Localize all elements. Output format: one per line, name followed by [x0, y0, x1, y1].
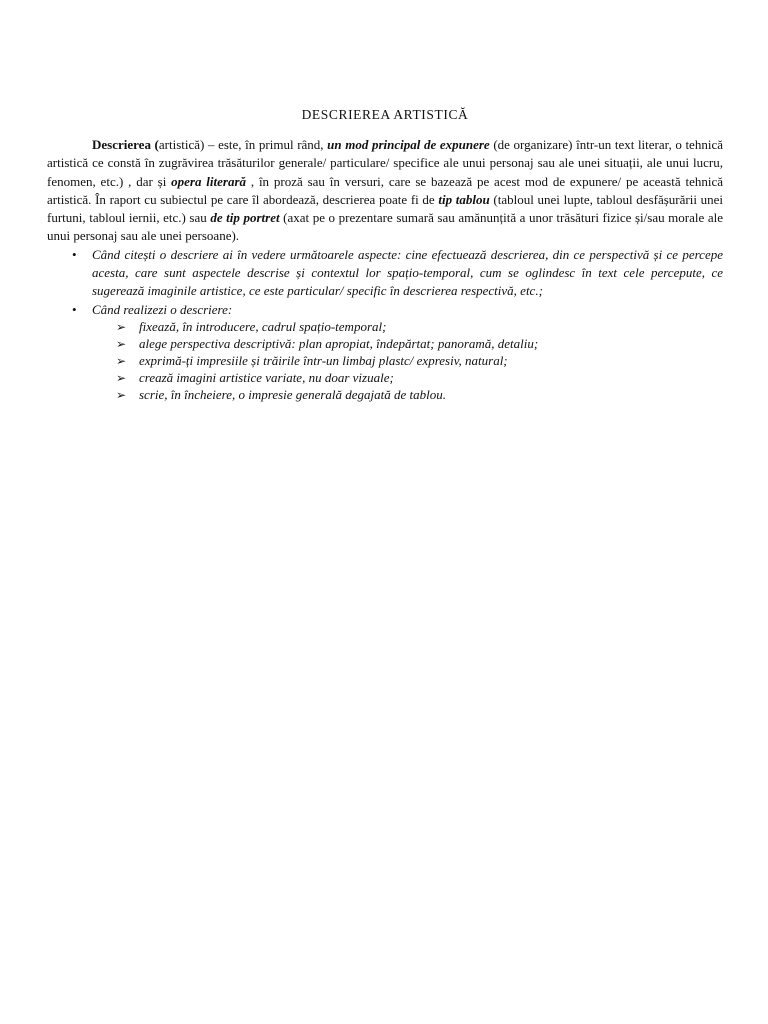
- arrow-bullet-icon: ➢: [116, 353, 127, 368]
- document-page: [47, 107, 723, 404]
- arrow-bullet-icon: ➢: [116, 336, 127, 351]
- sub-item: [47, 370, 723, 387]
- sub-item-text: crează imagini artistice variate, nu doar vizuale;: [139, 369, 394, 385]
- sub-item-text: fixează, în introducere, cadrul spațio-temporal;: [139, 318, 387, 334]
- sub-item-text: scrie, în încheiere, o impresie generală degajată de tablou.: [139, 386, 446, 402]
- sub-item: [47, 336, 723, 353]
- intro-emphasis-opera: opera literară: [171, 173, 247, 189]
- sub-item: [47, 319, 723, 336]
- document-title: DESCRIEREA ARTISTICĂ: [301, 107, 469, 122]
- bullet-item-reading: [47, 246, 723, 301]
- sub-list: [92, 319, 723, 404]
- arrow-bullet-icon: ➢: [116, 319, 127, 334]
- sub-item: [47, 387, 723, 404]
- intro-text-2: (de organizare) într-un text literar, o tehnică artistică ce constă în zugrăvirea trăsăturilor generale/ particulare/ specifice ale unui personaj sau ale unei situații, ale unui lucru, fenomen, etc.) , dar și: [47, 137, 723, 189]
- sub-item-text: alege perspectiva descriptivă: plan apropiat, îndepărtat; panoramă, detaliu;: [139, 335, 539, 351]
- intro-emphasis-portret: de tip portret: [210, 210, 280, 226]
- bullet-text: Când realizezi o descriere:: [92, 301, 233, 317]
- intro-text-4: (tabloul unei lupte, tabloul desfășurării unei furtuni, tabloul iernii, etc.) sau: [47, 191, 724, 226]
- intro-emphasis-expunere: un mod principal de expunere: [327, 137, 490, 152]
- intro-emphasis-tablou: tip tablou: [438, 191, 490, 207]
- intro-term: Descrierea (: [92, 137, 159, 152]
- intro-text-5: (axat pe o prezentare sumară sau amănunțită a unor trăsături fizice și/sau morale ale unui personaj sau ale unei persoane).: [47, 210, 723, 244]
- bullet-text: Când citești o descriere ai în vedere următoarele aspecte: cine efectuează descrierea, din ce perspectivă și ce percepe acesta, care sunt aspectele descrise și contextul lor spațio-temporal, cum se oglindesc în text cele percepute, ce sugerează imaginile artistice, ce este particular/ specific în descrierea respectivă, etc.;: [92, 246, 723, 299]
- sub-item-text: exprimă-ți impresiile și trăirile într-un limbaj plastc/ expresiv, natural;: [139, 352, 508, 368]
- sub-item: [47, 353, 723, 370]
- bullet-icon: •: [72, 246, 77, 262]
- intro-paragraph: [47, 136, 723, 246]
- intro-text-1: artistică) – este, în primul rând,: [158, 137, 328, 152]
- bullet-list: [47, 246, 723, 404]
- bullet-icon: •: [72, 301, 77, 317]
- arrow-bullet-icon: ➢: [116, 387, 127, 402]
- bullet-item-writing: [47, 301, 723, 404]
- arrow-bullet-icon: ➢: [116, 370, 127, 385]
- intro-text-3: , în proză sau în versuri, care se bazează pe acest mod de expunere/ pe această tehnică artistică. În raport cu subiectul pe care îl abordează, descrierea poate fi de: [47, 173, 723, 207]
